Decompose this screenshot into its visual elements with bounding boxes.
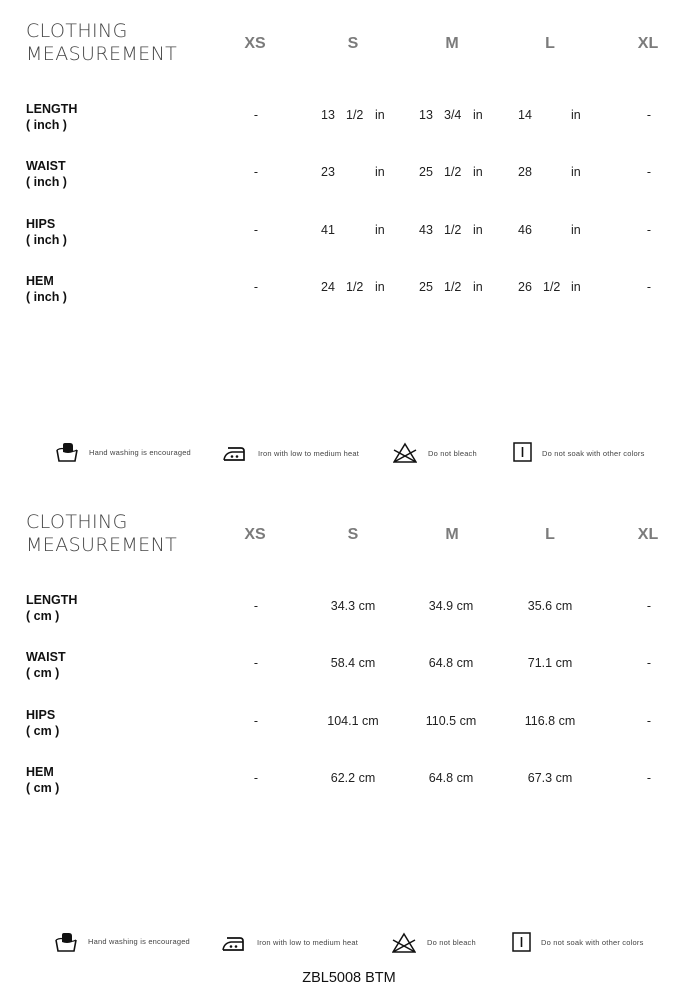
cell-waist-l-whole: 28 xyxy=(518,165,532,179)
cell-length-s-fraction: 1/2 xyxy=(346,108,364,122)
cell-hips-xl: - xyxy=(646,714,652,728)
iron-icon xyxy=(221,933,245,955)
no-soak-icon xyxy=(510,931,534,953)
cell-hips-s-whole: 41 xyxy=(321,223,335,237)
cell-length-m-unit: in xyxy=(473,108,483,122)
section-title: CLOTHING MEASUREMENT xyxy=(26,511,178,556)
cell-length-s-unit: in xyxy=(375,108,385,122)
cell-waist-m-fraction: 1/2 xyxy=(444,165,462,179)
care-text-no-soak: Do not soak with other colors xyxy=(541,938,644,947)
cell-length-s: 34.3 cm xyxy=(330,599,376,613)
cell-length-m-whole: 13 xyxy=(419,108,433,122)
cell-length-s-whole: 13 xyxy=(321,108,335,122)
cell-waist-l-unit: in xyxy=(571,165,581,179)
size-header-s: S xyxy=(347,526,359,543)
cell-hips-l-whole: 46 xyxy=(518,223,532,237)
cell-hem-m-fraction: 1/2 xyxy=(444,280,462,294)
cell-waist-m-unit: in xyxy=(473,165,483,179)
size-header-l: L xyxy=(545,35,555,52)
cell-hem-m-unit: in xyxy=(473,280,483,294)
cell-length-xs: - xyxy=(253,599,259,613)
size-header-xl: XL xyxy=(637,526,659,543)
care-text-hand-wash: Hand washing is encouraged xyxy=(88,937,190,946)
cell-waist-xs: - xyxy=(253,165,259,179)
cell-hips-m-whole: 43 xyxy=(419,223,433,237)
care-text-no-soak: Do not soak with other colors xyxy=(542,449,645,458)
no-soak-icon xyxy=(511,441,535,463)
cell-length-m: 34.9 cm xyxy=(428,599,474,613)
cell-waist-m: 64.8 cm xyxy=(428,656,474,670)
cell-hem-l-fraction: 1/2 xyxy=(543,280,561,294)
cell-hem-s-whole: 24 xyxy=(321,280,335,294)
row-label-hips: HIPS ( cm ) xyxy=(26,708,60,738)
cell-length-l-unit: in xyxy=(571,108,581,122)
cell-length-xs: - xyxy=(253,108,259,122)
cell-hips-l-unit: in xyxy=(571,223,581,237)
cell-hem-s-unit: in xyxy=(375,280,385,294)
no-bleach-icon xyxy=(393,442,417,464)
size-header-xs: XS xyxy=(244,526,266,543)
cell-hem-s-fraction: 1/2 xyxy=(346,280,364,294)
cell-waist-m-whole: 25 xyxy=(419,165,433,179)
care-text-no-bleach: Do not bleach xyxy=(427,938,476,947)
row-label-waist: WAIST ( inch ) xyxy=(26,159,67,189)
cell-hem-s: 62.2 cm xyxy=(330,771,376,785)
cell-hips-l: 116.8 cm xyxy=(524,714,576,728)
row-label-length: LENGTH ( cm ) xyxy=(26,593,78,623)
care-text-hand-wash: Hand washing is encouraged xyxy=(89,448,191,457)
cell-waist-xl: - xyxy=(646,656,652,670)
row-label-hips: HIPS ( inch ) xyxy=(26,217,67,247)
size-header-xl: XL xyxy=(637,35,659,52)
cell-length-l: 35.6 cm xyxy=(527,599,573,613)
cell-hips-s: 104.1 cm xyxy=(327,714,379,728)
hand-wash-icon xyxy=(54,931,78,953)
cell-waist-s-unit: in xyxy=(375,165,385,179)
row-label-length: LENGTH ( inch ) xyxy=(26,102,78,132)
row-label-hem: HEM ( inch ) xyxy=(26,274,67,304)
cell-length-l-whole: 14 xyxy=(518,108,532,122)
care-text-iron: Iron with low to medium heat xyxy=(257,938,359,947)
cell-hips-m: 110.5 cm xyxy=(425,714,477,728)
cell-hem-xl: - xyxy=(646,771,652,785)
cell-waist-xs: - xyxy=(253,656,259,670)
cell-hem-m-whole: 25 xyxy=(419,280,433,294)
row-label-hem: HEM ( cm ) xyxy=(26,765,60,795)
cell-length-m-fraction: 3/4 xyxy=(444,108,462,122)
cell-waist-xl: - xyxy=(646,165,652,179)
care-text-no-bleach: Do not bleach xyxy=(428,449,477,458)
hand-wash-icon xyxy=(55,441,79,463)
cell-hips-xl: - xyxy=(646,223,652,237)
cell-waist-l: 71.1 cm xyxy=(527,656,573,670)
care-text-iron: Iron with low to medium heat xyxy=(258,449,360,458)
cell-hem-xl: - xyxy=(646,280,652,294)
section-title: CLOTHING MEASUREMENT xyxy=(26,20,178,65)
cell-waist-s: 58.4 cm xyxy=(330,656,376,670)
size-header-s: S xyxy=(347,35,359,52)
measurement-section-inch xyxy=(0,0,698,480)
cell-length-xl: - xyxy=(646,108,652,122)
no-bleach-icon xyxy=(392,932,416,954)
cell-hem-l: 67.3 cm xyxy=(527,771,573,785)
size-header-m: M xyxy=(445,35,459,52)
cell-hips-xs: - xyxy=(253,714,259,728)
cell-hips-xs: - xyxy=(253,223,259,237)
size-header-m: M xyxy=(445,526,459,543)
size-header-l: L xyxy=(545,526,555,543)
size-header-xs: XS xyxy=(244,35,266,52)
row-label-waist: WAIST ( cm ) xyxy=(26,650,66,680)
cell-hem-xs: - xyxy=(253,771,259,785)
product-code: ZBL5008 BTM xyxy=(302,970,396,986)
cell-hem-l-unit: in xyxy=(571,280,581,294)
cell-hips-m-fraction: 1/2 xyxy=(444,223,462,237)
measurement-section-cm xyxy=(0,491,698,961)
cell-hem-xs: - xyxy=(253,280,259,294)
cell-hips-s-unit: in xyxy=(375,223,385,237)
cell-hem-m: 64.8 cm xyxy=(428,771,474,785)
iron-icon xyxy=(222,443,246,465)
cell-length-xl: - xyxy=(646,599,652,613)
cell-waist-s-whole: 23 xyxy=(321,165,335,179)
cell-hips-m-unit: in xyxy=(473,223,483,237)
cell-hem-l-whole: 26 xyxy=(518,280,532,294)
